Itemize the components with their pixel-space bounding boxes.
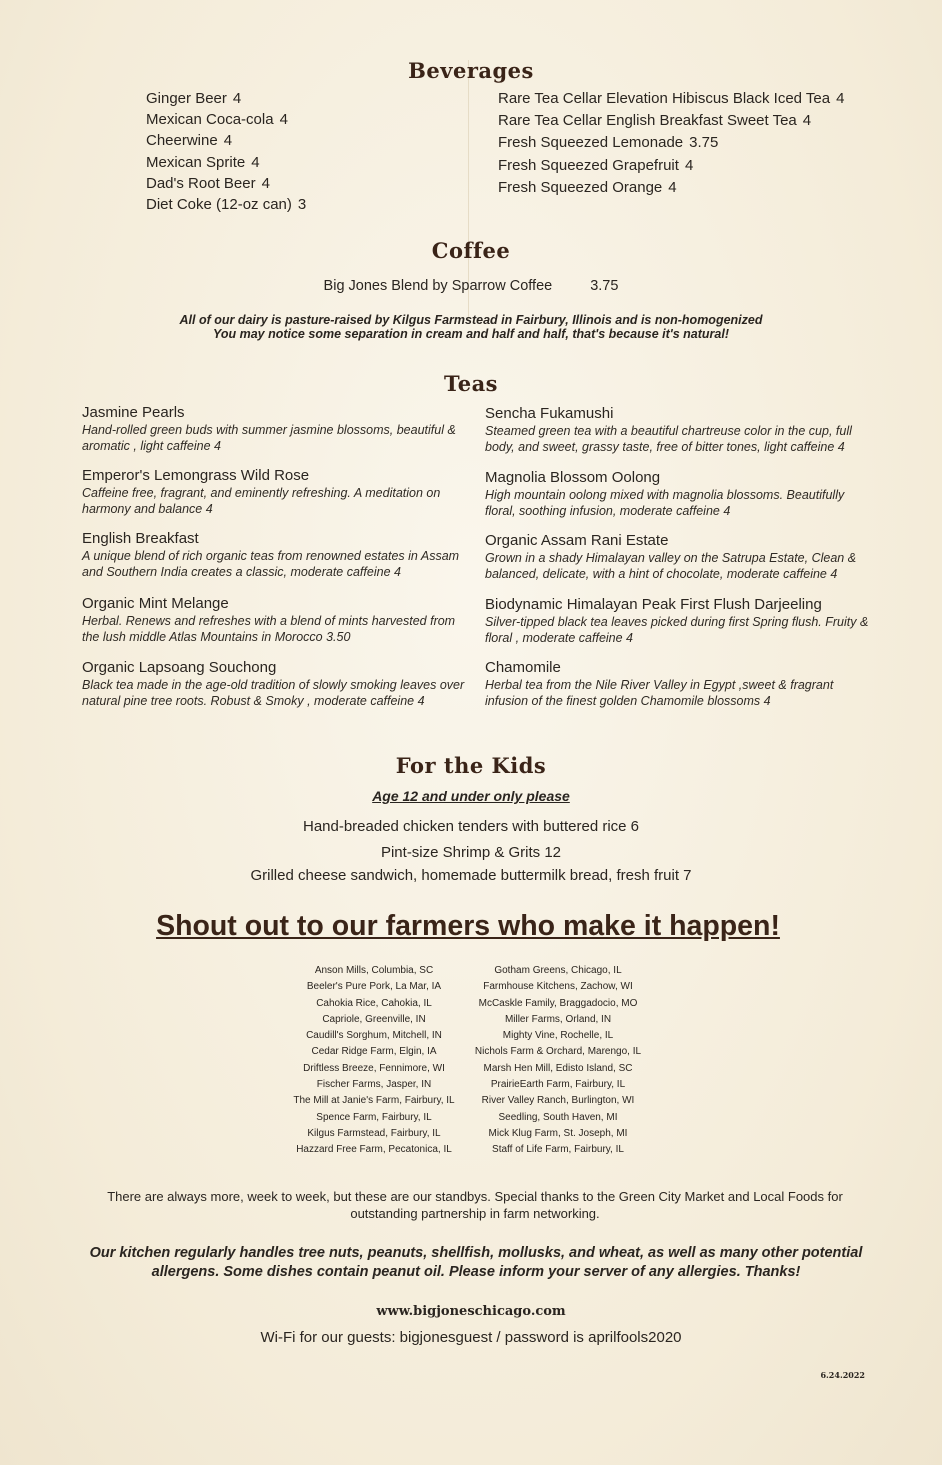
farm-item: Capriole, Greenville, IN <box>322 1013 426 1025</box>
farm-item: Caudill's Sorghum, Mitchell, IN <box>306 1030 442 1042</box>
beverage-item: Fresh Squeezed Orange 4 <box>498 178 677 196</box>
kids-heading: For the Kids <box>395 753 547 778</box>
website-link[interactable]: www.bigjoneschicago.com <box>376 1304 566 1319</box>
tea-item: English Breakfast A unique blend of rich organic teas from renowned estates in Assam and Southern India creates a classic, moderate caffeine 4 <box>82 530 460 579</box>
menu-date: 6.24.2022 <box>820 1370 865 1380</box>
farmers-left-list <box>274 963 474 1159</box>
tea-item: Magnolia Blossom Oolong High mountain oolong mixed with magnolia blossoms. Beautifully floral, soothing infusion, moderate caffeine 4 <box>485 469 845 518</box>
farm-item: Cedar Ridge Farm, Elgin, IA <box>311 1046 437 1058</box>
farm-item: Anson Mills, Columbia, SC <box>314 965 434 976</box>
beverage-item: Fresh Squeezed Grapefruit 4 <box>498 156 694 174</box>
beverage-item: Diet Coke (12-oz can) 3 <box>146 196 307 214</box>
kids-item: Hand-breaded chicken tenders with buttered rice 6 <box>302 818 640 835</box>
thanks-note: There are always more, week to week, but these are our standbys. Special thanks to the Green City Market and Local Foods for outstanding partnership in farm networking. <box>107 1189 843 1221</box>
beverage-item: Cheerwine 4 <box>146 132 233 150</box>
kids-item: Pint-size Shrimp & Grits 12 <box>380 844 562 861</box>
tea-item: Emperor's Lemongrass Wild Rose Caffeine free, fragrant, and eminently refreshing. A meditation on harmony and balance 4 <box>82 467 441 516</box>
farm-item: Seedling, South Haven, MI <box>498 1111 618 1123</box>
farm-item: Cahokia Rice, Cahokia, IL <box>316 997 432 1009</box>
farm-item: McCaskle Family, Braggadocio, MO <box>478 997 638 1009</box>
farmers-right-list <box>458 963 658 1159</box>
tea-item: Jasmine Pearls Hand-rolled green buds with summer jasmine blossoms, beautiful & aromatic , light caffeine 4 <box>82 404 456 453</box>
beverage-item: Ginger Beer 4 <box>146 90 242 107</box>
farm-item: Farmhouse Kitchens, Zachow, WI <box>483 981 633 993</box>
farm-item: Spence Farm, Fairbury, IL <box>316 1111 432 1123</box>
farm-item: Nichols Farm & Orchard, Marengo, IL <box>474 1046 642 1058</box>
farm-item: Beeler's Pure Pork, La Mar, IA <box>306 981 442 993</box>
kids-subtitle: Age 12 and under only please <box>372 788 570 804</box>
tea-item: Sencha Fukamushi Steamed green tea with a beautiful chartreuse color in the cup, full body, and sweet, grassy taste, free of bitter tones, light caffeine 4 <box>485 405 852 454</box>
farm-item: Miller Farms, Orland, IN <box>504 1013 612 1025</box>
beverage-item: Mexican Coca-cola 4 <box>146 111 288 129</box>
beverage-item: Mexican Sprite 4 <box>146 153 260 171</box>
farm-item: Hazzard Free Farm, Pecatonica, IL <box>296 1144 452 1156</box>
kids-item: Grilled cheese sandwich, homemade buttermilk bread, fresh fruit 7 <box>250 867 692 884</box>
tea-item: Biodynamic Himalayan Peak First Flush Darjeeling Silver-tipped black tea leaves picked during first Spring flush. Fruity & floral , moderate caffeine 4 <box>485 596 869 645</box>
farmers-heading: Shout out to our farmers who make it happen! <box>156 910 780 942</box>
beverages-left-list <box>146 88 306 215</box>
farm-item: Mighty Vine, Rochelle, IL <box>502 1030 614 1042</box>
beverage-item: Fresh Squeezed Lemonade 3.75 <box>498 134 719 152</box>
farm-item: Staff of Life Farm, Fairbury, IL <box>492 1144 624 1156</box>
teas-heading: Teas <box>443 371 498 396</box>
beverage-item: Dad's Root Beer 4 <box>146 174 270 192</box>
allergen-warning: Our kitchen regularly handles tree nuts, peanuts, shellfish, mollusks, and wheat, as well as many other potential allergens. Some dishes contain peanut oil. Please inform your server of any allergies. Thanks! <box>89 1245 863 1280</box>
beverages-heading: Beverages <box>408 58 534 83</box>
tea-item: Organic Mint Melange Herbal. Renews and refreshes with a blend of mints harvested from the lush middle Atlas Mountains in Morocco 3.50 <box>82 595 456 644</box>
tea-item: Chamomile Herbal tea from the Nile River Valley in Egypt ,sweet & fragrant infusion of the finest golden Chamomile blossoms 4 <box>485 659 834 708</box>
beverage-item: Rare Tea Cellar Elevation Hibiscus Black Iced Tea 4 <box>498 90 845 107</box>
farm-item: Mick Klug Farm, St. Joseph, MI <box>488 1127 628 1139</box>
tea-item: Organic Assam Rani Estate Grown in a shady Himalayan valley on the Satrupa Estate, Clean & balanced, delicate, with a hint of chocolate, moderate caffeine 4 <box>485 532 857 581</box>
coffee-item-price: 3.75 <box>590 278 619 294</box>
coffee-item-name: Big Jones Blend by Sparrow Coffee <box>323 278 553 294</box>
dairy-note-line1: All of our dairy is pasture-raised by Kilgus Farmstead in Fairbury, Illinois and is non-homogenized <box>179 313 763 327</box>
farm-item: Kilgus Farmstead, Fairbury, IL <box>307 1127 441 1139</box>
farm-item: The Mill at Janie's Farm, Fairbury, IL <box>293 1095 455 1107</box>
farm-item: Gotham Greens, Chicago, IL <box>494 965 622 976</box>
beverage-item: Rare Tea Cellar English Breakfast Sweet Tea 4 <box>498 112 812 130</box>
tea-item: Organic Lapsoang Souchong Black tea made in the age-old tradition of slowly smoking leaves over natural pine tree roots. Robust & Smoky , moderate caffeine 4 <box>82 659 465 708</box>
farm-item: Driftless Breeze, Fennimore, WI <box>303 1062 445 1074</box>
wifi-info: Wi-Fi for our guests: bigjonesguest / password is aprilfools2020 <box>260 1329 682 1346</box>
farm-item: PrairieEarth Farm, Fairbury, IL <box>490 1079 626 1091</box>
dairy-note-line2: You may notice some separation in cream and half and half, that's because it's natural! <box>212 327 730 341</box>
farm-item: Fischer Farms, Jasper, IN <box>316 1079 432 1091</box>
beverages-right-list <box>498 88 844 199</box>
coffee-item <box>0 278 942 294</box>
farm-item: Marsh Hen Mill, Edisto Island, SC <box>483 1062 633 1074</box>
farm-item: River Valley Ranch, Burlington, WI <box>481 1095 635 1107</box>
coffee-heading: Coffee <box>431 238 511 263</box>
